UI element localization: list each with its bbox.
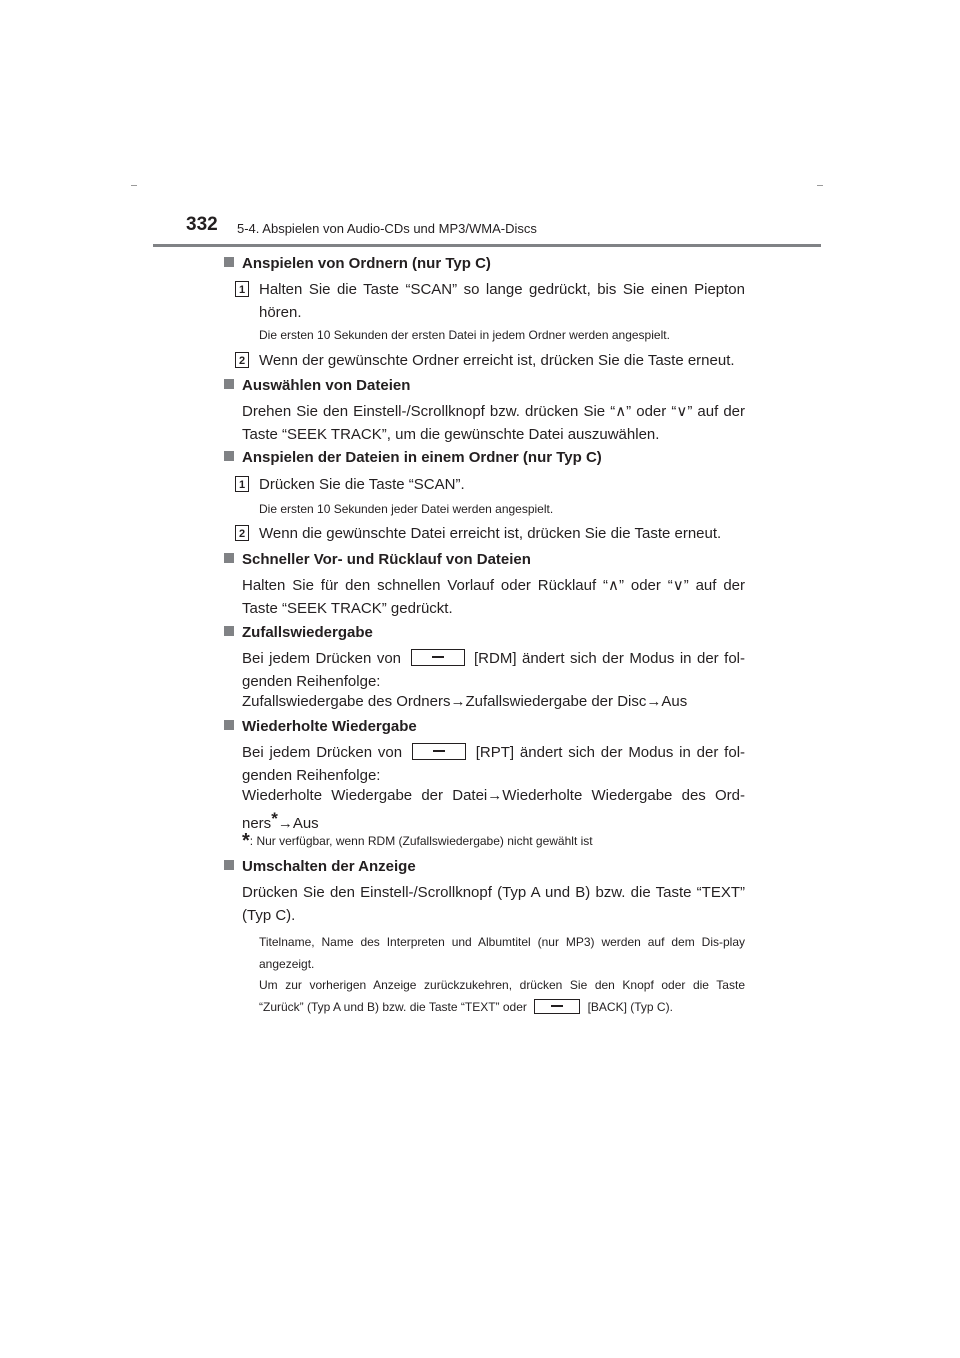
bullet-square-icon bbox=[224, 860, 234, 870]
heading-repeat: Wiederholte Wiedergabe bbox=[224, 718, 417, 735]
heading-display: Umschalten der Anzeige bbox=[224, 858, 416, 875]
display-note: Titelname, Name des Interpreten und Albumtitel (nur MP3) werden auf dem Dis-play angezeigt. bbox=[259, 935, 745, 971]
asterisk-icon: * bbox=[242, 830, 250, 852]
heading-folder-files: Anspielen der Dateien in einem Ordner (nur Typ C) bbox=[224, 449, 602, 466]
bullet-square-icon bbox=[224, 379, 234, 389]
paragraph: Drehen Sie den Einstell-/Scrollknopf bzw. drücken Sie “∧” oder “∨” auf der Taste “SEEK TRACK”, um die gewünschte Datei auszuwählen. bbox=[242, 403, 745, 443]
footnote: *: Nur verfügbar, wenn RDM (Zufallswiedergabe) nicht gewählt ist bbox=[242, 830, 593, 852]
heading-random: Zufallswiedergabe bbox=[224, 624, 373, 641]
crop-mark-right bbox=[817, 185, 823, 186]
repeat-sequence: Wiederholte Wiedergabe der Datei→Wiederholte Wiedergabe des Ord-ners*→Aus bbox=[242, 787, 745, 832]
heading-folder-scan: Anspielen von Ordnern (nur Typ C) bbox=[224, 255, 491, 272]
step-text: Drücken Sie die Taste “SCAN”. bbox=[259, 476, 465, 493]
asterisk-icon: * bbox=[271, 809, 278, 828]
preset-button-icon bbox=[534, 999, 580, 1014]
random-sequence: Zufallswiedergabe des Ordners→Zufallswiedergabe der Disc→Aus bbox=[242, 693, 688, 710]
step-note: Die ersten 10 Sekunden der ersten Datei in jedem Ordner werden angespielt. bbox=[259, 328, 670, 342]
step-number: 1 bbox=[235, 476, 249, 492]
step-number: 1 bbox=[235, 281, 249, 297]
step-text: Wenn der gewünschte Ordner erreicht ist, drücken Sie die Taste erneut. bbox=[259, 352, 735, 369]
display-note-back: Um zur vorherigen Anzeige zurückzukehren, drücken Sie den Knopf oder die Taste “Zurück” (Typ A und B) bzw. die Taste “TEXT” oder [BACK] (Typ C). bbox=[259, 978, 745, 1014]
bullet-square-icon bbox=[224, 451, 234, 461]
paragraph-repeat: Bei jedem Drücken von [RPT] ändert sich der Modus in der fol-genden Reihenfolge: bbox=[242, 744, 746, 784]
step-text: Halten Sie die Taste “SCAN” so lange gedrückt, bis Sie einen Piepton hören. bbox=[259, 281, 745, 321]
bullet-square-icon bbox=[224, 720, 234, 730]
heading-select-files: Auswählen von Dateien bbox=[224, 377, 410, 394]
bullet-square-icon bbox=[224, 626, 234, 636]
paragraph-random: Bei jedem Drücken von [RDM] ändert sich der Modus in der fol-genden Reihenfolge: bbox=[242, 650, 745, 690]
crop-mark-left bbox=[131, 185, 137, 186]
preset-button-icon bbox=[411, 649, 465, 666]
page-number: 332 bbox=[186, 214, 218, 235]
bullet-square-icon bbox=[224, 553, 234, 563]
section-title: 5-4. Abspielen von Audio-CDs und MP3/WMA-Discs bbox=[237, 221, 537, 236]
step-number: 2 bbox=[235, 525, 249, 541]
paragraph: Drücken Sie den Einstell-/Scrollknopf (Typ A und B) bzw. die Taste “TEXT” (Typ C). bbox=[242, 884, 745, 924]
paragraph: Halten Sie für den schnellen Vorlauf oder Rücklauf “∧” oder “∨” auf der Taste “SEEK TRACK” gedrückt. bbox=[242, 577, 745, 617]
heading-fast-forward: Schneller Vor- und Rücklauf von Dateien bbox=[224, 551, 531, 568]
header-rule bbox=[153, 244, 821, 247]
preset-button-icon bbox=[412, 743, 466, 760]
step-note: Die ersten 10 Sekunden jeder Datei werden angespielt. bbox=[259, 502, 554, 516]
step-number: 2 bbox=[235, 352, 249, 368]
step-text: Wenn die gewünschte Datei erreicht ist, drücken Sie die Taste erneut. bbox=[259, 525, 722, 542]
bullet-square-icon bbox=[224, 257, 234, 267]
